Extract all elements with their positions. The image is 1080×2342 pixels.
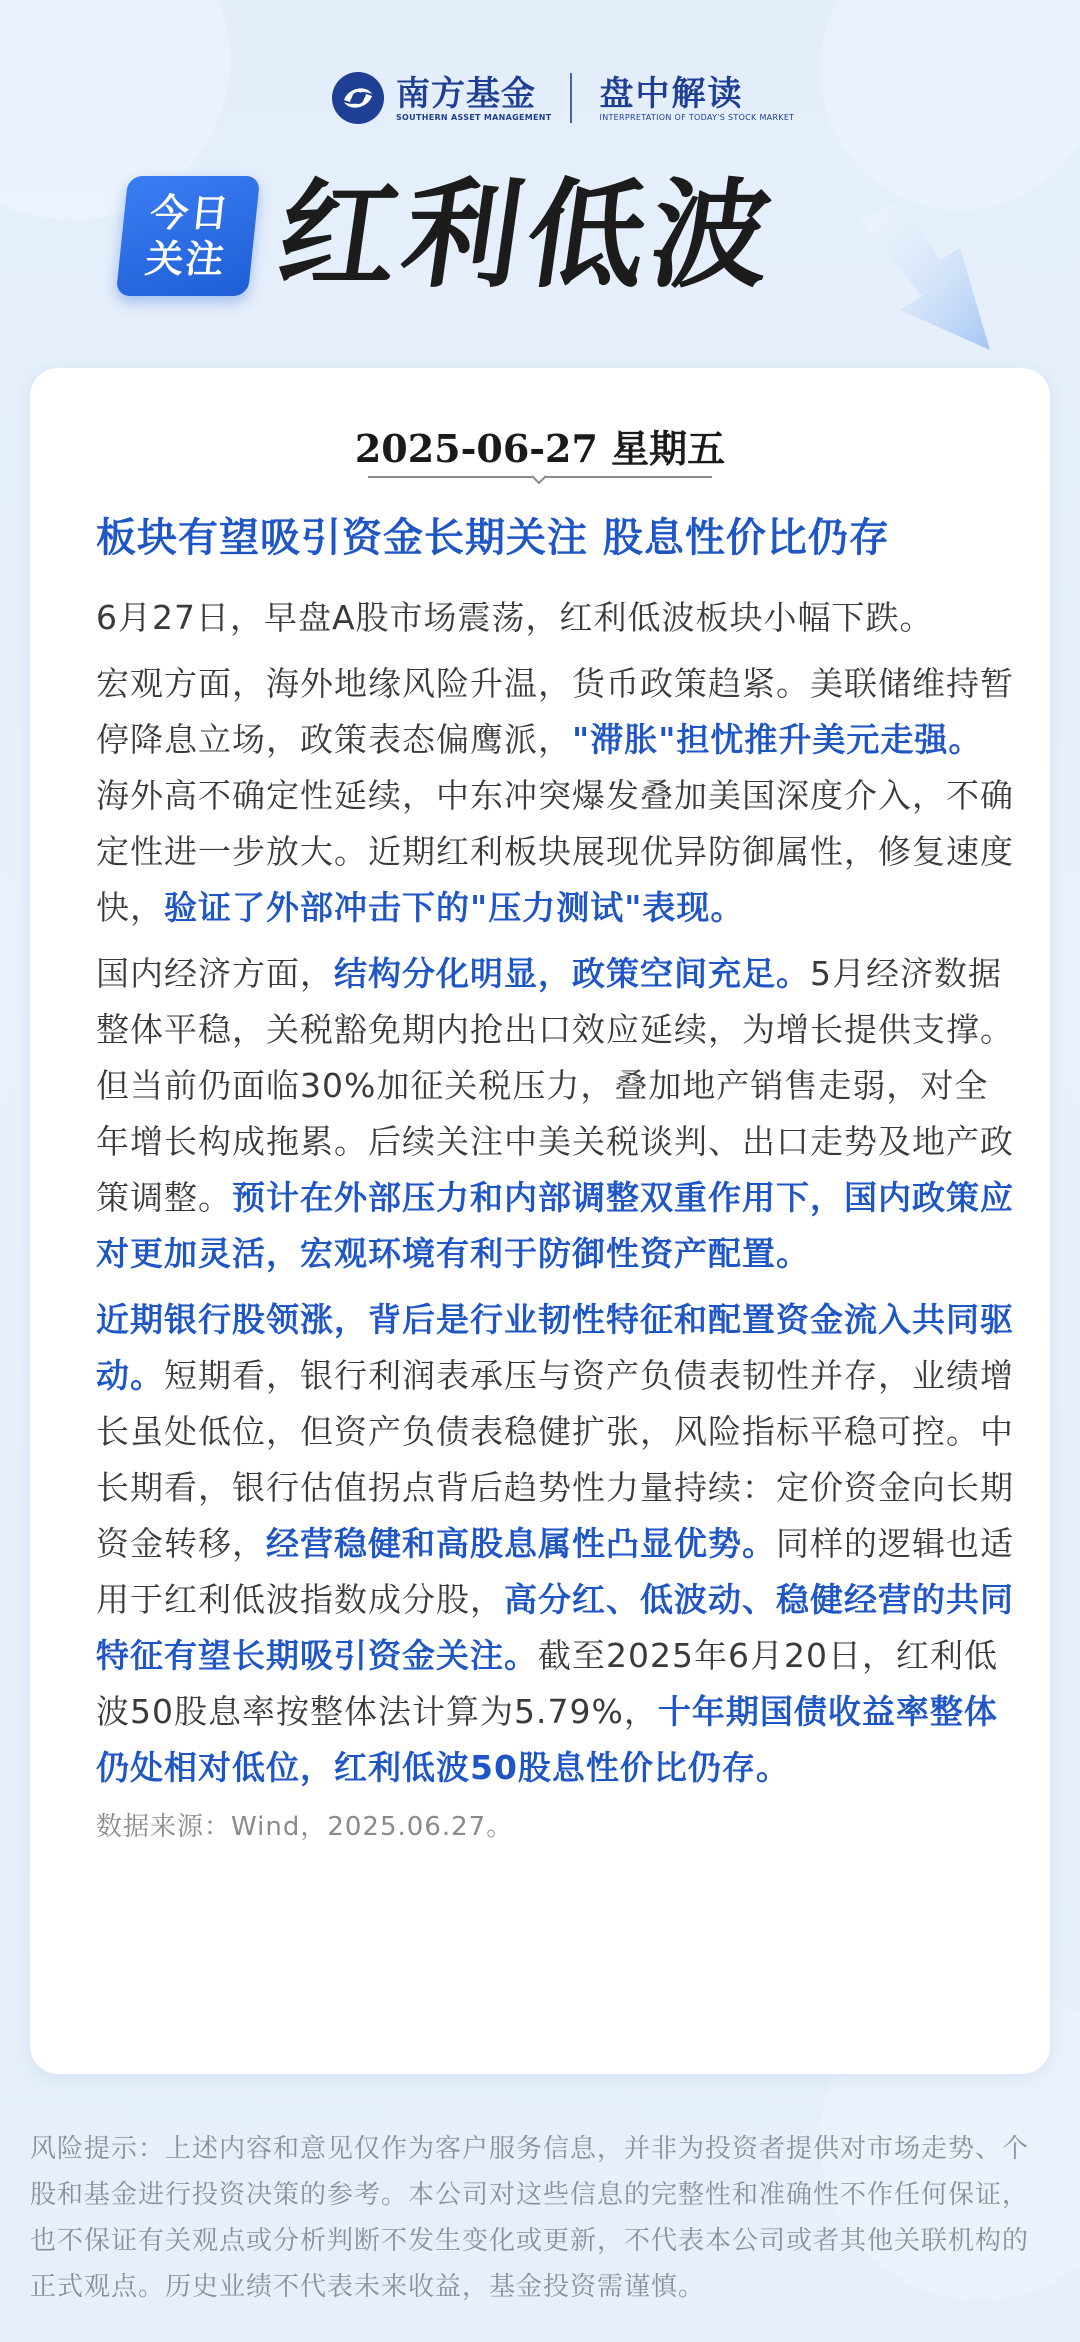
paragraph-1	[96, 590, 1016, 646]
brand-name	[396, 75, 552, 122]
p2-text-b: 海外高不确定性延续，中东冲突爆发叠加美国深度介入，不确定性进一步放大。近期红利板块展现优异防御属性，修复速度快，	[96, 776, 1014, 927]
p3-highlight-2: 预计在外部压力和内部调整双重作用下，国内政策应对更加灵活，宏观环境有利于防御性资产配置。	[96, 1178, 1014, 1273]
article-body	[96, 590, 1016, 1843]
headline: 板块有望吸引资金长期关注 股息性价比仍存	[96, 514, 890, 561]
p2-highlight-1: "滞胀"担忧推升美元走强。	[572, 720, 983, 759]
p4-text-a: 短期看，银行利润表承压与资产负债表韧性并存，业绩增长虽处低位，但资产负债表稳健扩张，风险指标平稳可控。中长期看，银行估值拐点背后趋势性力量持续：定价资金向长期资金转移，	[96, 1356, 1014, 1563]
paragraph-4	[96, 1292, 1016, 1796]
p4-text-b: 同样的逻辑也适用于红利低波指数成分股，	[96, 1524, 1014, 1619]
p4-highlight-2: 经营稳健和高股息属性凸显优势。	[266, 1524, 776, 1563]
southern-fund-logo-icon	[330, 70, 386, 126]
p4-highlight-4: 十年期国债收益率整体仍处相对低位，红利低波50股息性价比仍存。	[96, 1692, 998, 1787]
paragraph-2	[96, 656, 1016, 936]
brand-en: SOUTHERN ASSET MANAGEMENT	[396, 112, 552, 122]
page-title: 红利低波	[270, 166, 786, 304]
column-cn: 盘中解读	[599, 73, 744, 114]
date-tick-icon	[532, 470, 546, 484]
p2-highlight-2: 验证了外部冲击下的"压力测试"表现。	[164, 888, 745, 927]
logo-divider	[570, 73, 572, 123]
p3-text-a: 国内经济方面，	[96, 954, 334, 993]
report-date: 2025-06-27 星期五	[354, 426, 726, 471]
today-focus-badge	[116, 176, 261, 296]
header-logos	[330, 70, 794, 126]
p2-text-a: 宏观方面，海外地缘风险升温，货币政策趋紧。美联储维持暂停降息立场，政策表态偏鹰派，	[96, 664, 1014, 759]
p4-highlight-1: 近期银行股领涨，背后是行业韧性特征和配置资金流入共同驱动。	[96, 1300, 1014, 1395]
column-en: INTERPRETATION OF TODAY'S STOCK MARKET	[599, 112, 795, 122]
p3-highlight-1: 结构分化明显，政策空间充足。	[334, 954, 810, 993]
column-name	[600, 75, 795, 122]
data-source: 数据来源：Wind，2025.06.27。	[96, 1812, 514, 1842]
badge-line2: 关注	[143, 237, 228, 281]
paragraph-3	[96, 946, 1016, 1282]
risk-notice: 风险提示：上述内容和意见仅作为客户服务信息，并非为投资者提供对市场走势、个股和基金进行投资决策的参考。本公司对这些信息的完整性和准确性不作任何保证，也不保证有关观点或分析判断不发生变化或更新，不代表本公司或者其他关联机构的正式观点。历史业绩不代表未来收益，基金投资需谨慎。	[30, 2134, 1030, 2302]
p1-text: 6月27日，早盘A股市场震荡，红利低波板块小幅下跌。	[96, 598, 934, 637]
badge-line1: 今日	[148, 191, 233, 235]
content-card	[30, 368, 1050, 2074]
brand-cn: 南方基金	[396, 73, 536, 114]
p4-highlight-3: 高分红、低波动、稳健经营的共同特征有望长期吸引资金关注。	[96, 1580, 1014, 1675]
down-arrow-icon	[860, 200, 1010, 360]
p3-text-b: 5月经济数据整体平稳，关税豁免期内抢出口效应延续，为增长提供支撑。但当前仍面临30%加征关税压力，叠加地产销售走弱，对全年增长构成拖累。后续关注中美关税谈判、出口走势及地产政策调整。	[96, 954, 1014, 1217]
p4-text-c: 截至2025年6月20日，红利低波50股息率按整体法计算为5.79%，	[96, 1636, 998, 1731]
